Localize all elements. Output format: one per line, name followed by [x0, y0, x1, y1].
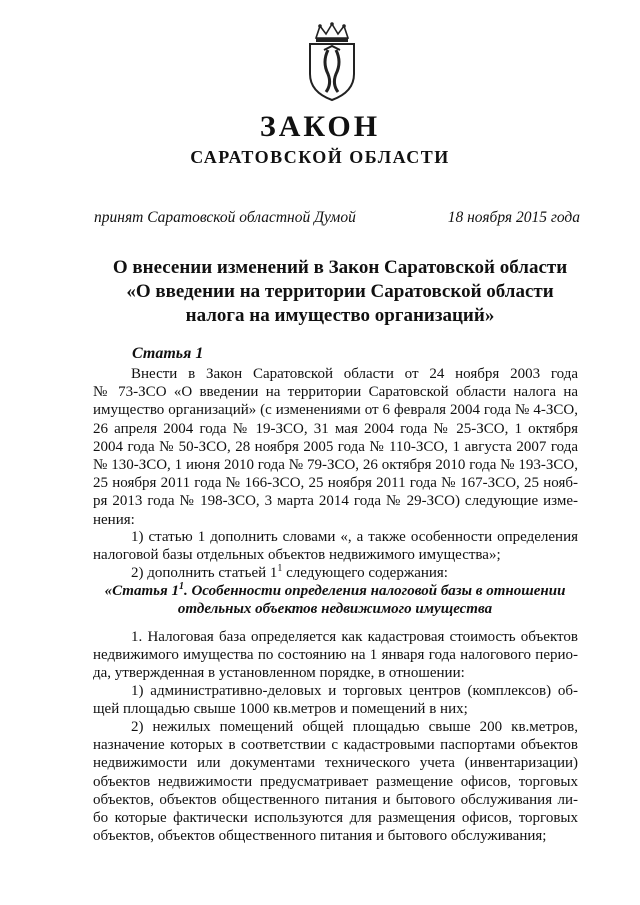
adopted-by-label: принят Саратовской областной Думой — [94, 209, 356, 226]
text-line: недвижимого имущества по состоянию на 1 января года налогового перио- — [93, 647, 578, 664]
heading-line: «О введении на территории Саратовской области — [126, 281, 554, 302]
article-item-1 — [93, 528, 578, 564]
paragraph-3 — [93, 718, 578, 845]
article-title: Статья 1 — [132, 345, 204, 362]
item2-text: 2) дополнить статьей 1 — [131, 565, 278, 581]
text-line: объектов недвижимости предусматривает размещение офисов, торговых — [93, 773, 578, 790]
new-article-title-line — [70, 582, 600, 600]
heading-line: налога на имущество организаций» — [185, 305, 495, 326]
text-line: 1. Налоговая база определяется как кадастровая стоимость объектов — [131, 629, 578, 645]
item2-superscript: 1 — [277, 563, 283, 574]
text-line: да, утвержденная в установленном порядке, в отношении: — [93, 665, 465, 682]
paragraph-1 — [93, 628, 578, 683]
text-line — [93, 564, 578, 582]
text-line: 25 ноября 2011 года № 166-ЗСО, 25 ноября 2011 года № 167-ЗСО, 25 нояб- — [93, 475, 578, 492]
new-article-superscript: 1 — [178, 581, 184, 592]
law-heading — [70, 256, 610, 328]
document-subtitle: САРАТОВСКОЙ ОБЛАСТИ — [190, 147, 450, 167]
text-line: объектов, объектов общественного питания и бытового обслуживания ли- — [93, 791, 578, 808]
adoption-date: 18 ноября 2015 года — [447, 209, 580, 226]
text-line: 2) нежилых помещений общей площадью свыше 200 кв.метров, — [131, 719, 578, 735]
text-line: ря 2013 года № 198-ЗСО, 3 марта 2014 года № 29-ЗСО) следующие изме- — [93, 493, 578, 510]
text-line: Внести в Закон Саратовской области от 24 ноября 2003 года — [131, 366, 578, 382]
new-article-title-text-end: . Особенности определения налоговой базы в отношении — [183, 583, 566, 599]
text-line: 1) статью 1 дополнить словами «, а также особенности определения — [131, 529, 578, 545]
text-line: 26 апреля 2004 года № 19-ЗСО, 31 мая 2004 года № 25-ЗСО, 1 октября — [93, 420, 578, 437]
paragraph-2 — [93, 682, 578, 718]
text-line: налоговой базы отдельных объектов недвижимого имущества»; — [93, 547, 501, 564]
document-title: ЗАКОН — [259, 110, 381, 143]
new-article-title-text: «Статья 1 — [104, 583, 179, 599]
text-line: недвижимости или документами технического учета (инвентаризации) — [93, 755, 578, 772]
new-article-title-line: отдельных объектов недвижимого имущества — [177, 601, 493, 618]
saratov-coat-of-arms-icon — [300, 22, 364, 102]
text-line: бо которые фактически используются для размещения офисов, торговых — [93, 810, 578, 827]
text-line: назначение которых в соответствии с кадастровыми паспортами объектов — [93, 737, 578, 754]
text-line: имущество организаций» (с изменениями от 6 февраля 2004 года № 4-ЗСО, — [93, 402, 578, 419]
heading-line: О внесении изменений в Закон Саратовской области — [112, 257, 568, 278]
text-line: № 130-ЗСО, 1 июня 2010 года № 79-ЗСО, 26 октября 2010 года № 193-ЗСО, — [93, 457, 578, 474]
text-line: № 73-ЗСО «О введении на территории Саратовской области налога на — [93, 384, 578, 401]
text-line: нения: — [93, 511, 135, 528]
item2-text-end: следующего содержания: — [282, 565, 448, 581]
text-line: 2004 года № 50-ЗСО, 28 ноября 2005 года № 110-ЗСО, 1 августа 2007 года — [93, 438, 578, 455]
text-line: щей площадью свыше 1000 кв.метров и помещений в них; — [93, 701, 468, 718]
new-article-title — [70, 582, 600, 618]
text-line: 1) административно-деловых и торговых центров (комплексов) об- — [131, 683, 578, 699]
article-item-2 — [93, 564, 578, 582]
article-intro — [93, 365, 578, 529]
text-line: объектов, объектов общественного питания и бытового обслуживания; — [93, 828, 547, 845]
